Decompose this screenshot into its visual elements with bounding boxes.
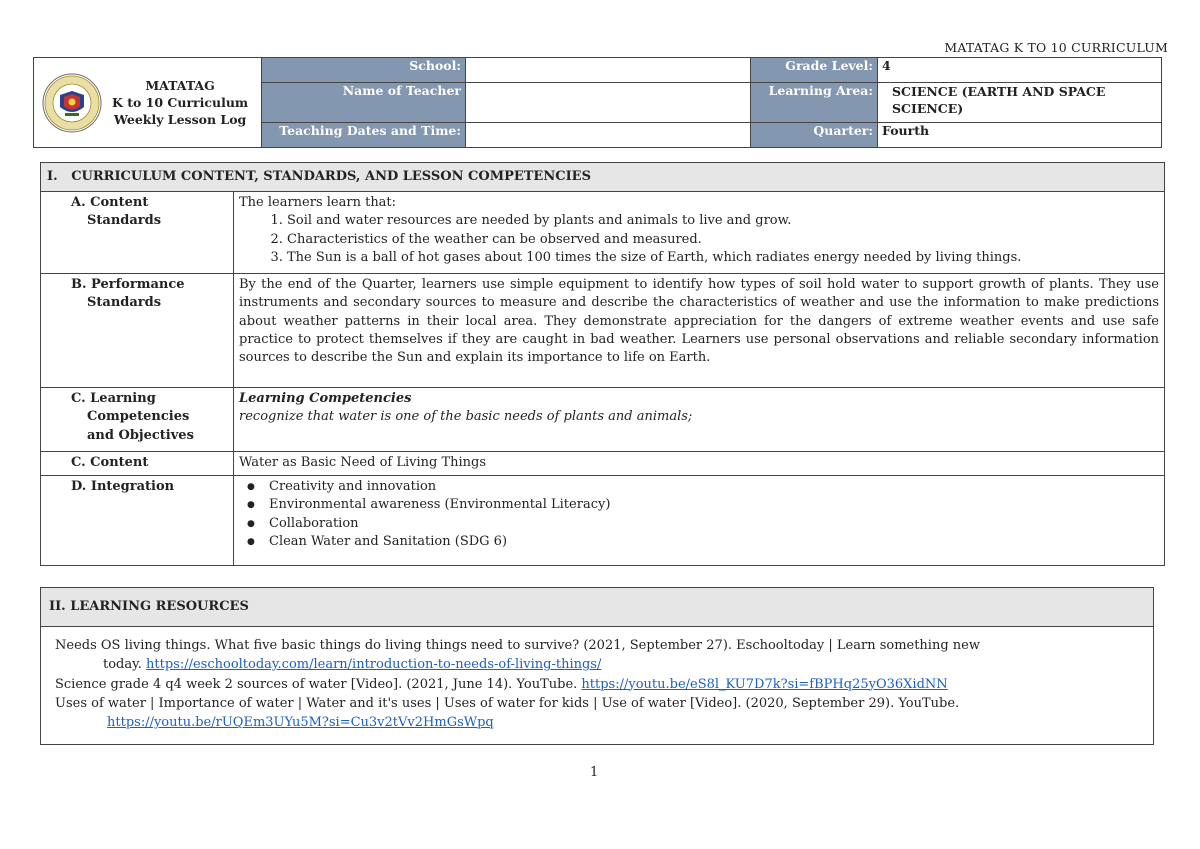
reference-2 [55, 675, 1139, 694]
competencies-label-1: C. Learning [71, 391, 156, 406]
school-label: School: [262, 58, 466, 83]
integration-list [239, 478, 1159, 551]
learning-resources-list [41, 627, 1153, 732]
learning-area-value[interactable]: SCIENCE (EARTH AND SPACE SCIENCE) [878, 83, 1162, 123]
reference-1-text-cont: today. [103, 657, 147, 673]
teacher-name-label: Name of Teacher [262, 83, 466, 123]
list-item: 3. The Sun is a ball of hot gases about 100 times the size of Earth, which radiates energy needed by living things. [287, 249, 1159, 267]
reference-3-text: Uses of water | Importance of water | Water and it's uses | Uses of water for kids | Use of water [Video]. (2020, September 29). YouTube. [55, 695, 960, 711]
section-2-title: II. LEARNING RESOURCES [41, 588, 1153, 627]
content-label: C. Content [41, 452, 234, 476]
competencies-label-2: Competencies [87, 409, 190, 425]
curriculum-header-note: MATATAG K TO 10 CURRICULUM [944, 40, 1168, 55]
logo-title-line-2: K to 10 Curriculum [112, 95, 249, 110]
list-item: ● Environmental awareness (Environmental Literacy) [269, 496, 1159, 514]
section-1-number: I. [47, 168, 58, 184]
teacher-name-value[interactable] [466, 83, 751, 123]
content-standards-label [41, 192, 234, 274]
performance-standards-text: By the end of the Quarter, learners use simple equipment to identify how types of soil hold water to support growth of plants. They use instruments and secondary sources to measure and describe the characteristics of weather and use the information to make predictions about weather patterns in their local area. They demonstrate appreciation for the dangers of extreme weather events and use safe practice to protect themselves if they are caught in bad weather. Learners use personal observations and reliable secondary information sources to describe the Sun and explain its importance to life on Earth. [234, 274, 1165, 388]
deped-seal-icon [42, 73, 102, 133]
section-1-title: CURRICULUM CONTENT, STANDARDS, AND LESSON COMPETENCIES [71, 168, 591, 184]
reference-2-text: Science grade 4 q4 week 2 sources of water [Video]. (2021, June 14). YouTube. [55, 676, 582, 692]
competencies-body: recognize that water is one of the basic needs of plants and animals; [239, 409, 693, 425]
performance-standards-label-2: Standards [87, 295, 162, 311]
reference-1 [55, 636, 1139, 675]
learning-area-label: Learning Area: [751, 83, 878, 123]
performance-standards-label [41, 274, 234, 388]
list-item: ● Creativity and innovation [269, 478, 1159, 496]
quarter-label: Quarter: [751, 123, 878, 148]
list-item: ● Collaboration [269, 515, 1159, 533]
grade-level-value[interactable]: 4 [878, 58, 1162, 83]
logo-cell [34, 58, 262, 148]
integration-label: D. Integration [41, 476, 234, 566]
quarter-value[interactable]: Fourth [878, 123, 1162, 148]
reference-3-link[interactable]: https://youtu.be/rUQEm3UYu5M?si=Cu3v2tVv2HmGsWpq [107, 715, 494, 731]
grade-level-label: Grade Level: [751, 58, 878, 83]
reference-1-text: Needs OS living things. What five basic things do living things need to survive? (2021, September 27). Eschooltoday | Learn something new [55, 638, 980, 653]
learning-resources-section [40, 587, 1154, 745]
list-item: 1. Soil and water resources are needed by plants and animals to live and grow. [287, 212, 1159, 230]
reference-1-link[interactable]: https://eschooltoday.com/learn/introduction-to-needs-of-living-things/ [146, 657, 602, 673]
section-1-header [41, 163, 1165, 192]
competencies-label [41, 388, 234, 452]
list-item: ● Clean Water and Sanitation (SDG 6) [269, 533, 1159, 551]
teaching-dates-value[interactable] [466, 123, 751, 148]
content-standards-label-1: A. Content [71, 195, 149, 210]
school-value[interactable] [466, 58, 751, 83]
content-standards-list [239, 212, 1159, 267]
curriculum-section [40, 162, 1165, 566]
competencies-heading: Learning Competencies [239, 391, 412, 406]
competencies-text [234, 388, 1165, 452]
content-standards-text [234, 192, 1165, 274]
logo-title-line-3: Weekly Lesson Log [113, 112, 247, 127]
teaching-dates-label: Teaching Dates and Time: [262, 123, 466, 148]
page-number: 1 [590, 765, 599, 780]
performance-standards-label-1: B. Performance [71, 277, 185, 292]
reference-2-link[interactable]: https://youtu.be/eS8l_KU7D7k?si=fBPHq25yO36XidNN [581, 676, 948, 692]
competencies-label-3: and Objectives [87, 427, 194, 443]
integration-text [234, 476, 1165, 566]
reference-3 [55, 694, 1139, 733]
content-text: Water as Basic Need of Living Things [234, 452, 1165, 476]
content-standards-intro: The learners learn that: [239, 195, 397, 210]
header-table [33, 57, 1162, 148]
list-item: 2. Characteristics of the weather can be observed and measured. [287, 231, 1159, 249]
content-standards-label-2: Standards [87, 213, 162, 229]
logo-title-line-1: MATATAG [145, 78, 215, 93]
